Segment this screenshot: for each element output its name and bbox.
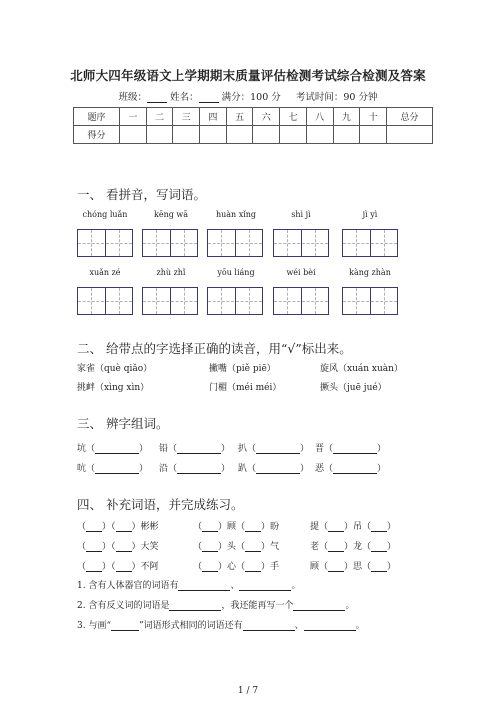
idiom-blank[interactable] [86, 551, 102, 552]
idiom-item: （ ）（ ）不阿 [77, 562, 159, 572]
idiom-blank[interactable] [245, 571, 261, 572]
pinyin-label: chóng luǎn [82, 210, 128, 219]
section-2-heading: 二、 给带点的字选择正确的读音，用“√”标出来。 [77, 341, 352, 356]
idiom-blank[interactable] [245, 551, 261, 552]
name-label: 姓名： [170, 92, 199, 103]
underline-marker [111, 630, 139, 631]
pinyin-label: kēng wā [153, 210, 188, 219]
score-cell[interactable] [226, 126, 253, 144]
answer-blank[interactable] [95, 473, 139, 474]
pinyin-label: zhù zhǐ [156, 268, 186, 277]
answer-blank[interactable] [293, 610, 345, 611]
answer-blank[interactable] [256, 453, 300, 454]
word-group-item: 晋（ ） [315, 444, 387, 454]
writing-box[interactable] [273, 229, 329, 257]
answer-blank[interactable] [239, 590, 291, 591]
score-table-score-row [74, 126, 433, 144]
name-blank[interactable] [199, 102, 219, 103]
writing-box[interactable] [207, 229, 263, 257]
header-cell: 十 [360, 108, 387, 126]
exam-info-line [0, 89, 496, 103]
reading-choice[interactable]: 撅头（juē jué） [320, 383, 387, 393]
idiom-blank[interactable] [371, 571, 387, 572]
answer-blank[interactable] [333, 473, 377, 474]
answer-blank[interactable] [243, 630, 295, 631]
writing-box[interactable] [142, 229, 198, 257]
header-cell: 八 [306, 108, 333, 126]
idiom-blank[interactable] [371, 531, 387, 532]
idiom-blank[interactable] [86, 571, 102, 572]
score-cell[interactable] [306, 126, 333, 144]
idiom-item: （ ）（ ）彬彬 [77, 522, 159, 532]
score-cell[interactable] [253, 126, 280, 144]
idiom-blank[interactable] [116, 571, 132, 572]
idiom-blank[interactable] [202, 531, 218, 532]
header-cell: 七 [280, 108, 307, 126]
question-1: 1. 含有人体器官的词语有 、 。 [77, 581, 301, 591]
reading-choice[interactable]: 挑衅（xìng xìn） [77, 383, 150, 393]
idiom-blank[interactable] [116, 531, 132, 532]
score-cell[interactable] [360, 126, 387, 144]
word-group-item: 扒（ ） [238, 444, 310, 454]
header-cell: 三 [173, 108, 200, 126]
section-1-heading: 一、 看拼音，写词语。 [77, 187, 206, 202]
score-cell[interactable] [200, 126, 227, 144]
class-label: 班级： [118, 92, 148, 103]
answer-blank[interactable] [177, 473, 221, 474]
idiom-blank[interactable] [328, 571, 344, 572]
question-2: 2. 含有反义词的词语是 ，我还能再写一个 。 [77, 601, 355, 611]
idiom-blank[interactable] [116, 551, 132, 552]
answer-blank[interactable] [95, 453, 139, 454]
idiom-blank[interactable] [202, 571, 218, 572]
idiom-item: 提（ ）吊（ ） [310, 522, 397, 532]
pinyin-label: wéi bèi [286, 268, 316, 277]
writing-box[interactable] [77, 229, 133, 257]
header-cell: 二 [146, 108, 173, 126]
header-cell: 五 [226, 108, 253, 126]
section-3-heading: 三、 辨字组词。 [77, 416, 169, 431]
score-cell[interactable] [146, 126, 173, 144]
pinyin-label: shì jì [291, 210, 311, 219]
writing-box[interactable] [342, 287, 398, 315]
score-cell[interactable] [280, 126, 307, 144]
idiom-blank[interactable] [328, 531, 344, 532]
pinyin-label: yōu liáng [217, 268, 255, 277]
reading-choice[interactable]: 门楣（méi méi） [209, 383, 282, 393]
full-score: 满分：100 分 [221, 92, 281, 103]
idiom-blank[interactable] [245, 531, 261, 532]
idiom-blank[interactable] [86, 531, 102, 532]
pinyin-label: xuǎn zé [89, 268, 121, 277]
question-3: 3. 与画“ ”词语形式相同的词语还有 、 。 [77, 621, 365, 631]
idiom-item: 顾（ ）思（ ） [310, 562, 397, 572]
word-group-item: 恶（ ） [315, 464, 387, 474]
pinyin-label: huàn xǐng [215, 210, 257, 219]
word-group-item: 吭（ ） [77, 464, 149, 474]
answer-blank[interactable] [169, 610, 221, 611]
page-title: 北师大四年级语文上学期期末质量评估检测考试综合检测及答案 [70, 68, 426, 83]
pinyin-label: kàng zhàn [349, 268, 391, 277]
idiom-item: （ ）心（ ）手 [193, 562, 280, 572]
idiom-item: （ ）头（ ）气 [193, 542, 280, 552]
score-cell[interactable] [333, 126, 360, 144]
word-group-item: 趴（ ） [238, 464, 310, 474]
header-cell: 六 [253, 108, 280, 126]
idiom-item: （ ）顾（ ）盼 [193, 522, 280, 532]
reading-choice[interactable]: 家雀（què qiǎo） [77, 364, 153, 374]
writing-box[interactable] [273, 287, 329, 315]
page-number: 1 / 7 [237, 686, 259, 696]
answer-blank[interactable] [304, 630, 356, 631]
score-table [73, 107, 433, 144]
header-cell: 四 [200, 108, 227, 126]
class-blank[interactable] [147, 102, 167, 103]
idiom-blank[interactable] [328, 551, 344, 552]
writing-box[interactable] [77, 287, 133, 315]
word-group-item: 铅（ ） [159, 444, 231, 454]
writing-box[interactable] [142, 287, 198, 315]
reading-choice[interactable]: 撇嘴（piě piē） [209, 364, 276, 374]
answer-blank[interactable] [256, 473, 300, 474]
pinyin-label: jì yì [362, 210, 378, 219]
idiom-blank[interactable] [202, 551, 218, 552]
header-cell: 九 [333, 108, 360, 126]
score-cell[interactable] [120, 126, 147, 144]
idiom-blank[interactable] [371, 551, 387, 552]
header-cell: 题序 [74, 108, 120, 126]
reading-choice[interactable]: 旋风（xuán xuàn） [320, 364, 403, 374]
writing-box[interactable] [207, 287, 263, 315]
exam-time: 考试时间：90 分钟 [295, 92, 378, 103]
score-row-label: 得分 [74, 126, 120, 144]
header-cell: 一 [120, 108, 147, 126]
score-table-header-row [74, 108, 433, 126]
section-4-heading: 四、 补充词语，并完成练习。 [77, 497, 244, 512]
word-group-item: 坑（ ） [77, 444, 149, 454]
idiom-item: （ ）（ ）大笑 [77, 542, 159, 552]
word-group-item: 沿（ ） [159, 464, 231, 474]
score-cell[interactable] [387, 126, 433, 144]
answer-blank[interactable] [333, 453, 377, 454]
header-cell: 总分 [387, 108, 433, 126]
idiom-item: 老（ ）龙（ ） [310, 542, 397, 552]
answer-blank[interactable] [178, 590, 230, 591]
score-cell[interactable] [173, 126, 200, 144]
writing-box[interactable] [342, 229, 398, 257]
answer-blank[interactable] [177, 453, 221, 454]
